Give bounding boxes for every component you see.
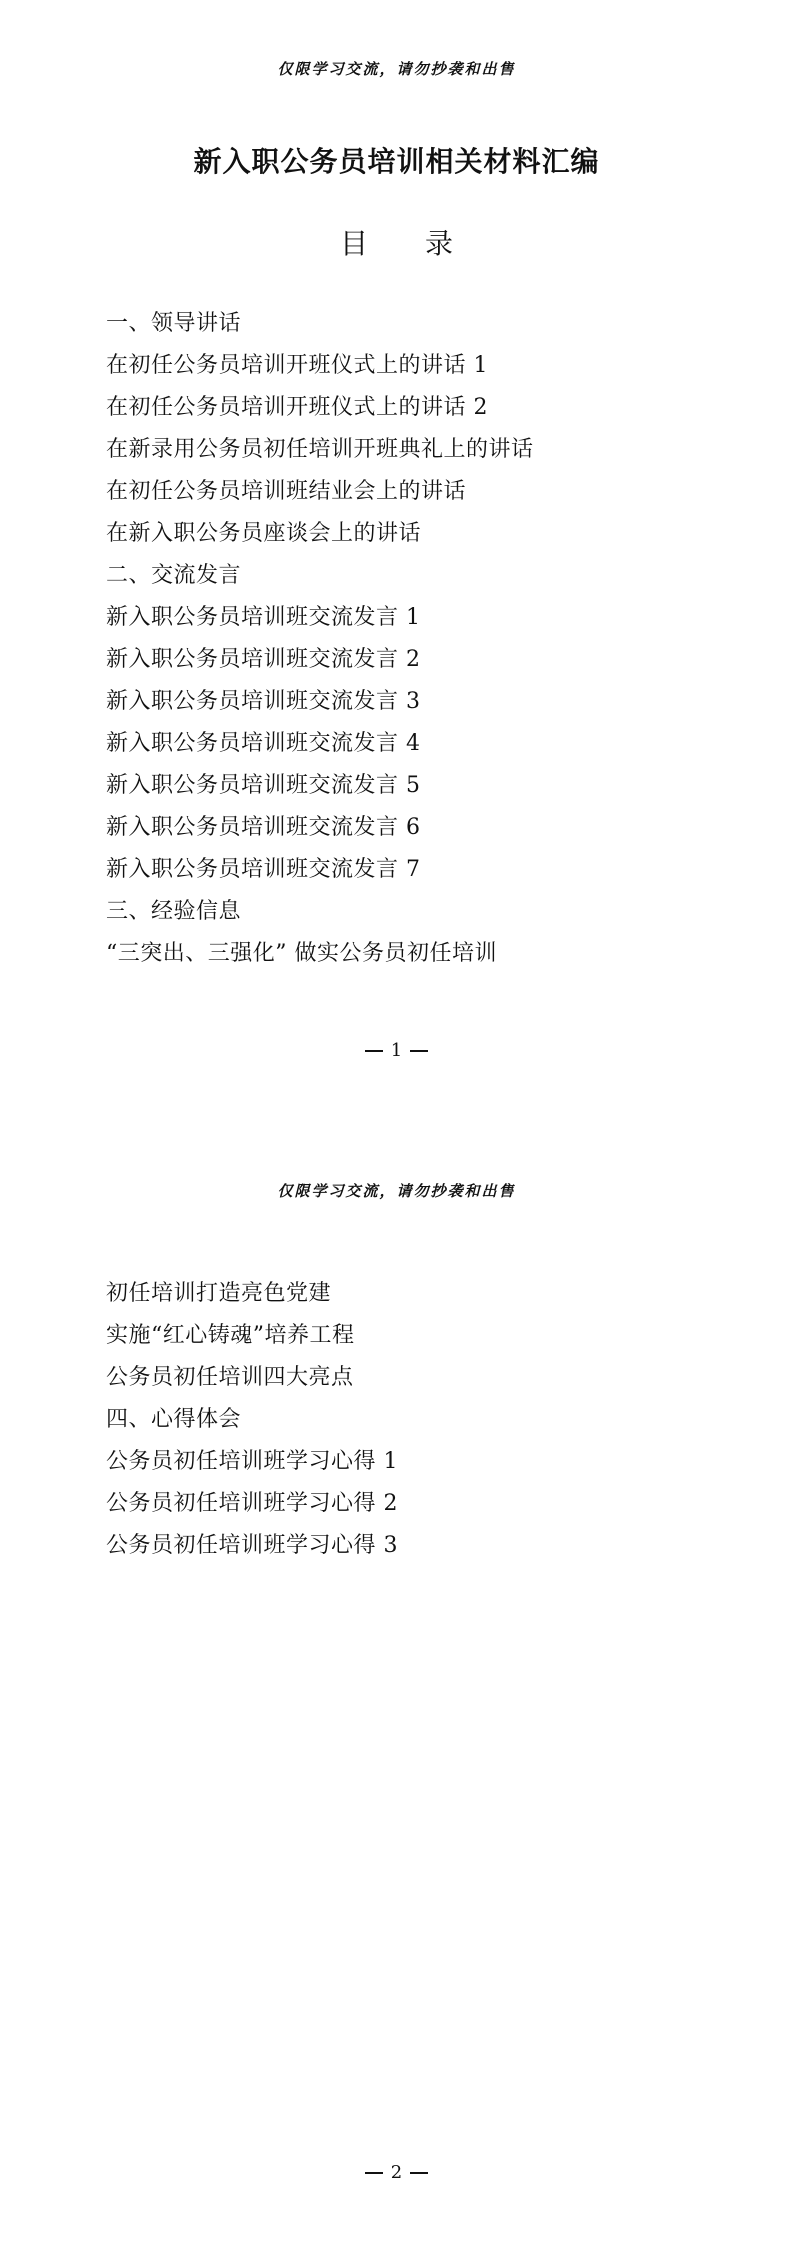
toc-entry[interactable]: 在初任公务员培训开班仪式上的讲话 1 <box>106 353 488 378</box>
page-2 <box>0 1122 793 2244</box>
toc-entry[interactable]: 在新入职公务员座谈会上的讲话 <box>106 521 422 546</box>
document-title: 新入职公务员培训相关材料汇编 <box>193 145 600 178</box>
toc-entry[interactable]: 新入职公务员培训班交流发言 3 <box>106 689 421 714</box>
header-note: 仅限学习交流，请勿抄袭和出售 <box>277 1182 516 1200</box>
toc-entry[interactable]: 公务员初任培训班学习心得 1 <box>106 1449 398 1474</box>
toc-entry[interactable]: 公务员初任培训四大亮点 <box>106 1365 354 1390</box>
dash-right <box>410 1050 428 1052</box>
toc-section-heading: 一、领导讲话 <box>106 311 242 336</box>
toc-entry[interactable]: 新入职公务员培训班交流发言 6 <box>106 815 421 840</box>
page-number <box>0 1040 793 1061</box>
header-note: 仅限学习交流，请勿抄袭和出售 <box>277 60 516 78</box>
page-number-value: 1 <box>390 1040 403 1061</box>
toc-entry[interactable]: 新入职公务员培训班交流发言 7 <box>106 857 421 882</box>
toc-entry[interactable]: 新入职公务员培训班交流发言 4 <box>106 731 421 756</box>
dash-left <box>365 1050 383 1052</box>
toc-entry[interactable]: 实施“红心铸魂”培养工程 <box>106 1323 355 1348</box>
toc-entry[interactable]: 在新录用公务员初任培训开班典礼上的讲话 <box>106 437 534 462</box>
toc-section-heading: 三、经验信息 <box>106 899 242 924</box>
toc-entry[interactable]: 在初任公务员培训班结业会上的讲话 <box>106 479 467 504</box>
toc-list <box>106 303 534 975</box>
toc-entry[interactable]: “三突出、三强化” 做实公务员初任培训 <box>106 941 497 966</box>
page-number-value: 2 <box>390 2162 403 2183</box>
toc-entry[interactable]: 公务员初任培训班学习心得 2 <box>106 1491 398 1516</box>
page-number <box>0 2162 793 2183</box>
toc-section-heading: 二、交流发言 <box>106 563 242 588</box>
dash-right <box>410 2172 428 2174</box>
toc-entry[interactable]: 公务员初任培训班学习心得 3 <box>106 1533 398 1558</box>
toc-section-heading: 四、心得体会 <box>106 1407 242 1432</box>
toc-entry[interactable]: 在初任公务员培训开班仪式上的讲话 2 <box>106 395 488 420</box>
toc-heading: 目 录 <box>340 227 477 260</box>
toc-entry[interactable]: 新入职公务员培训班交流发言 1 <box>106 605 421 630</box>
toc-entry[interactable]: 新入职公务员培训班交流发言 2 <box>106 647 421 672</box>
toc-list <box>106 1273 398 1567</box>
toc-entry[interactable]: 新入职公务员培训班交流发言 5 <box>106 773 421 798</box>
dash-left <box>365 2172 383 2174</box>
toc-entry[interactable]: 初任培训打造亮色党建 <box>106 1281 332 1306</box>
